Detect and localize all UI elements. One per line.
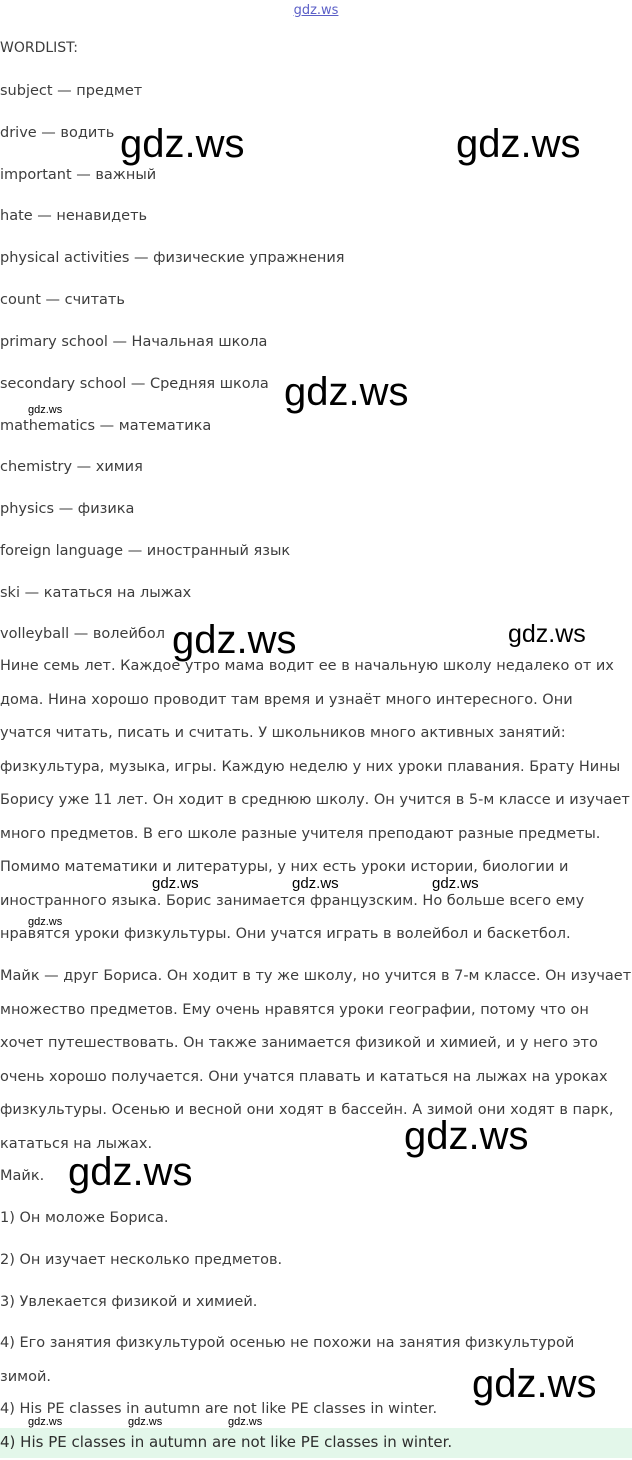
answer-subject: Майк. [0,1168,45,1184]
wordlist-item: foreign language — иностранный язык [0,543,291,559]
final-answer: 4) His PE classes in autumn are not like PE classes in winter. [0,1433,453,1451]
watermark: gdz.ws [28,1416,63,1428]
answer-option: 4) Его занятия физкультурой осенью не похожи на занятия физкультурой [0,1335,575,1351]
text-line: физкультура, музыка, игры. Каждую неделю у них уроки плавания. Брату Нины [0,758,621,775]
site-link[interactable]: gdz.ws [293,3,339,18]
paragraph-1 [0,650,630,952]
text-line: учатся читать, писать и считать. У школьников много активных занятий: [0,725,566,741]
wordlist-item: primary school — Начальная школа [0,334,268,350]
text-line: Борису уже 11 лет. Он ходит в среднюю школу. Он учится в 5-м классе и изучает [0,792,630,808]
answer-option: зимой. [0,1369,51,1385]
text-line: много предметов. В его школе разные учителя преподают разные предметы. [0,825,601,842]
answer-option: 1) Он моложе Бориса. [0,1210,169,1226]
wordlist-item: mathematics — математика [0,418,212,434]
wordlist-title: WORDLIST: [0,40,78,56]
watermark: gdz.ws [120,122,245,166]
watermark: gdz.ws [128,1416,163,1428]
watermark: gdz.ws [28,404,63,416]
text-line: множество предметов. Ему очень нравятся уроки географии, потому что он [0,1001,589,1018]
watermark: gdz.ws [508,620,586,648]
wordlist-item: volleyball — волейбол [0,626,165,642]
watermark: gdz.ws [404,1114,529,1158]
wordlist-item: secondary school — Средняя школа [0,376,269,392]
text-line: Нине семь лет. Каждое утро мама водит ее в начальную школу недалеко от их [0,658,614,674]
watermark: gdz.ws [456,122,581,166]
text-line: дома. Нина хорошо проводит там время и узнаёт много интересного. Они [0,691,573,708]
text-line: иностранного языка. Борис занимается французским. Но больше всего ему [0,892,585,909]
wordlist-item: hate — ненавидеть [0,208,148,224]
wordlist-item: important — важный [0,167,157,183]
watermark: gdz.ws [28,916,63,928]
wordlist-item: chemistry — химия [0,459,143,475]
wordlist-item: drive — водить [0,125,115,141]
text-line: нравятся уроки физкультуры. Они учатся играть в волейбол и баскетбол. [0,926,571,942]
watermark: gdz.ws [228,1416,263,1428]
wordlist-item: physical activities — физические упражнения [0,250,345,266]
text-line: Майк — друг Бориса. Он ходит в ту же школу, но учится в 7-м классе. Он изучает [0,968,632,984]
wordlist-item: physics — физика [0,501,135,517]
answer-option: 2) Он изучает несколько предметов. [0,1252,283,1268]
answer-highlight [0,1428,632,1458]
text-line: хочет путешествовать. Он также занимается физикой и химией, и у него это [0,1035,598,1051]
watermark: gdz.ws [152,875,199,892]
answer-option: 3) Увлекается физикой и химией. [0,1294,258,1310]
wordlist-item: subject — предмет [0,83,143,99]
watermark: gdz.ws [292,875,339,892]
text-line: очень хорошо получается. Они учатся плавать и кататься на лыжах на уроках [0,1068,608,1085]
watermark: gdz.ws [172,618,297,662]
wordlist-item: ski — кататься на лыжах [0,585,192,601]
watermark: gdz.ws [432,875,479,892]
text-line: Помимо математики и литературы, у них есть уроки истории, биологии и [0,859,569,875]
answer-option: 4) His PE classes in autumn are not like PE classes in winter. [0,1401,438,1417]
text-line: кататься на лыжах. [0,1135,153,1152]
watermark: gdz.ws [472,1362,597,1406]
paragraph-2 [0,960,630,1161]
text-line: физкультуры. Осенью и весной они ходят в бассейн. А зимой они ходят в парк, [0,1102,614,1118]
watermark: gdz.ws [68,1150,193,1194]
wordlist-item: count — считать [0,292,125,308]
watermark: gdz.ws [284,370,409,414]
